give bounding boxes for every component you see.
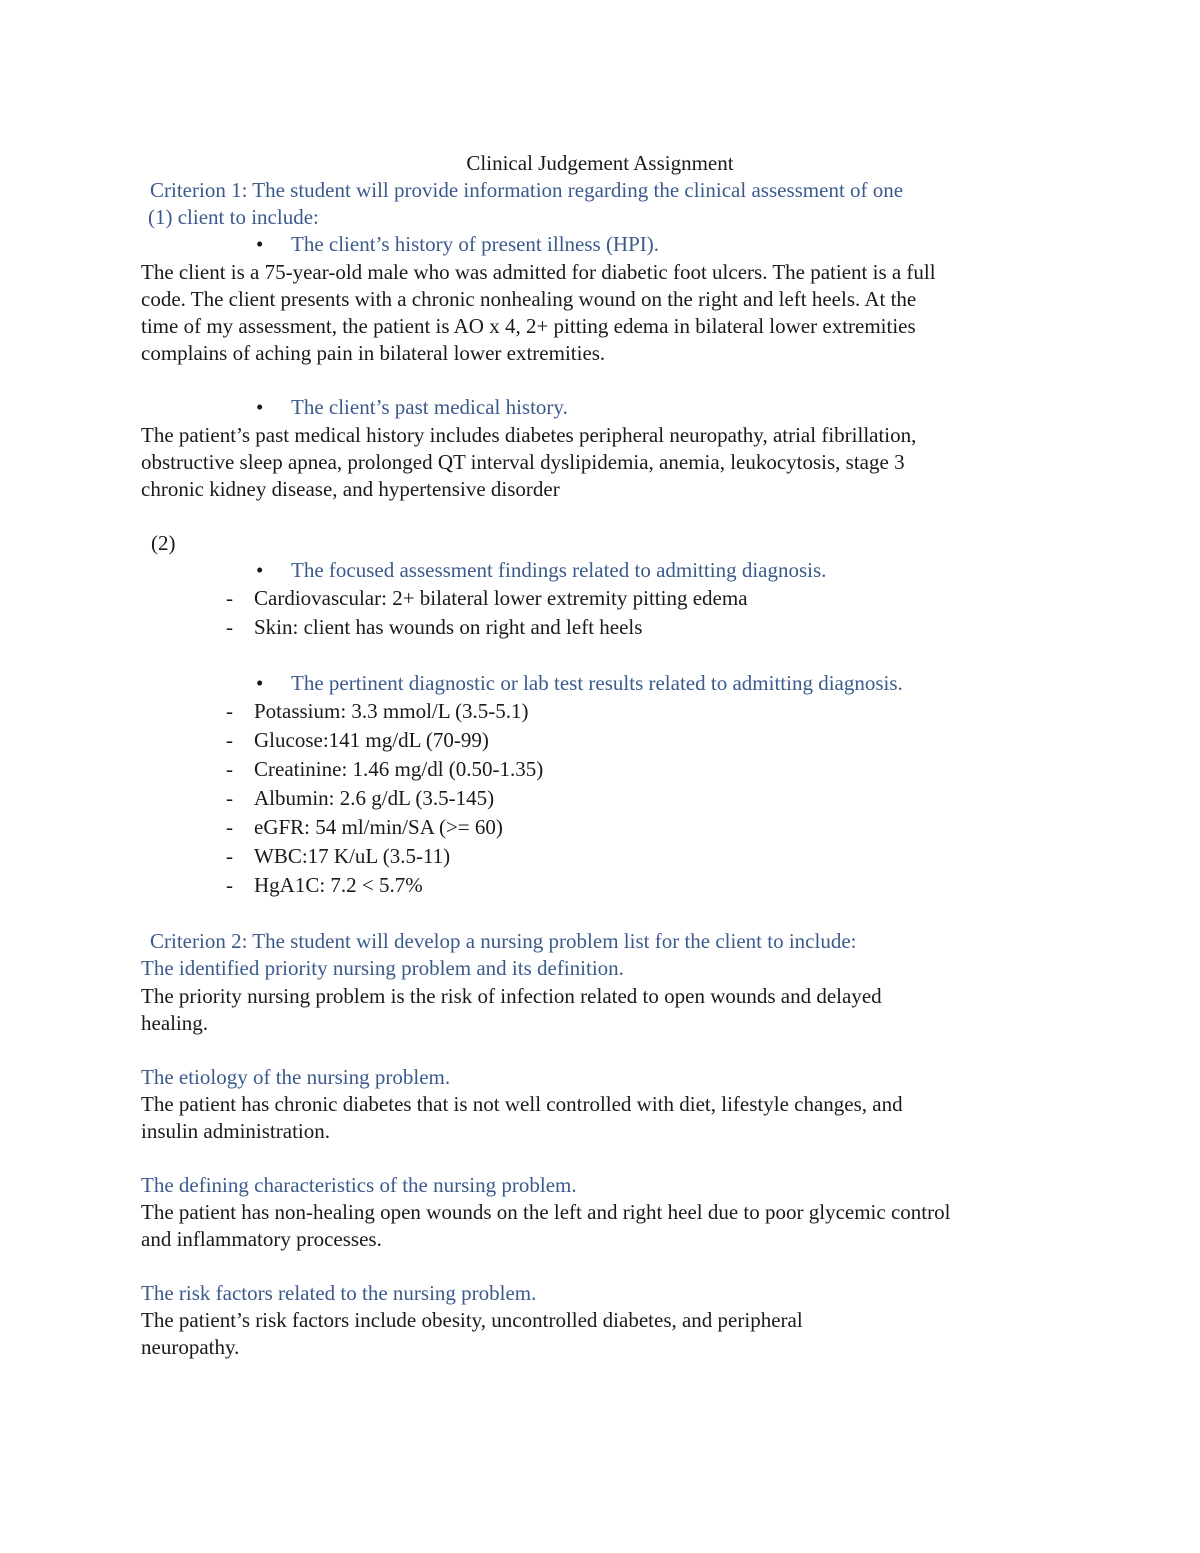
- dash-icon: -: [226, 844, 233, 868]
- focused-item: Cardiovascular: 2+ bilateral lower extremity pitting edema: [254, 586, 748, 610]
- document-title: Clinical Judgement Assignment: [466, 151, 734, 175]
- priority-text-line: healing.: [141, 1011, 209, 1035]
- pmh-text-line: chronic kidney disease, and hypertensive disorder: [141, 477, 560, 501]
- bullet-icon: •: [256, 395, 264, 419]
- dash-icon: -: [226, 757, 233, 781]
- bullet-icon: •: [256, 558, 264, 582]
- hpi-text-line: complains of aching pain in bilateral lower extremities.: [141, 341, 606, 365]
- hpi-text-line: time of my assessment, the patient is AO x 4, 2+ pitting edema in bilateral lower extremities: [141, 314, 916, 338]
- priority-heading: The identified priority nursing problem and its definition.: [141, 956, 624, 980]
- lab-item-egfr: eGFR: 54 ml/min/SA (>= 60): [254, 815, 503, 839]
- hpi-bullet: The client’s history of present illness (HPI).: [291, 232, 660, 256]
- criterion1-heading-line2: (1) client to include:: [148, 205, 319, 229]
- hpi-text-line: The client is a 75-year-old male who was admitted for diabetic foot ulcers. The patient is a full: [141, 260, 936, 284]
- dash-icon: -: [226, 786, 233, 810]
- lab-item-hga1c: HgA1C: 7.2 < 5.7%: [254, 873, 423, 897]
- focused-item: Skin: client has wounds on right and left heels: [254, 615, 643, 639]
- defining-text-line: The patient has non-healing open wounds on the left and right heel due to poor glycemic control: [141, 1200, 951, 1224]
- dash-icon: -: [226, 615, 233, 639]
- pmh-text-line: obstructive sleep apnea, prolonged QT interval dyslipidemia, anemia, leukocytosis, stage 3: [141, 450, 905, 474]
- dash-icon: -: [226, 815, 233, 839]
- dash-icon: -: [226, 873, 233, 897]
- lab-item-wbc: WBC:17 K/uL (3.5-11): [254, 844, 451, 868]
- marker-2: (2): [151, 531, 176, 555]
- bullet-icon: •: [256, 232, 264, 256]
- pmh-bullet: The client’s past medical history.: [291, 395, 568, 419]
- focused-bullet: The focused assessment findings related to admitting diagnosis.: [291, 558, 827, 582]
- risk-text-line: The patient’s risk factors include obesity, uncontrolled diabetes, and peripheral: [141, 1308, 803, 1332]
- etiology-heading: The etiology of the nursing problem.: [141, 1065, 451, 1089]
- dash-icon: -: [226, 699, 233, 723]
- risk-text-line: neuropathy.: [141, 1335, 240, 1359]
- criterion2-heading: Criterion 2: The student will develop a nursing problem list for the client to include:: [150, 929, 857, 953]
- lab-item-albumin: Albumin: 2.6 g/dL (3.5-145): [254, 786, 495, 810]
- lab-item-creatinine: Creatinine: 1.46 mg/dl (0.50-1.35): [254, 757, 544, 781]
- bullet-icon: •: [256, 671, 264, 695]
- defining-heading: The defining characteristics of the nursing problem.: [141, 1173, 577, 1197]
- risk-heading: The risk factors related to the nursing problem.: [141, 1281, 537, 1305]
- lab-item-potassium: Potassium: 3.3 mmol/L (3.5-5.1): [254, 699, 529, 723]
- etiology-text-line: insulin administration.: [141, 1119, 330, 1143]
- hpi-text-line: code. The client presents with a chronic nonhealing wound on the right and left heels. At the: [141, 287, 917, 311]
- criterion1-heading-line1: Criterion 1: The student will provide information regarding the clinical assessment of one: [150, 178, 904, 202]
- dash-icon: -: [226, 728, 233, 752]
- labs-bullet: The pertinent diagnostic or lab test results related to admitting diagnosis.: [291, 671, 903, 695]
- etiology-text-line: The patient has chronic diabetes that is not well controlled with diet, lifestyle changes, and: [141, 1092, 903, 1116]
- defining-text-line: and inflammatory processes.: [141, 1227, 382, 1251]
- lab-item-glucose: Glucose:141 mg/dL (70-99): [254, 728, 489, 752]
- priority-text-line: The priority nursing problem is the risk of infection related to open wounds and delayed: [141, 984, 882, 1008]
- dash-icon: -: [226, 586, 233, 610]
- pmh-text-line: The patient’s past medical history includes diabetes peripheral neuropathy, atrial fibrillation,: [141, 423, 917, 447]
